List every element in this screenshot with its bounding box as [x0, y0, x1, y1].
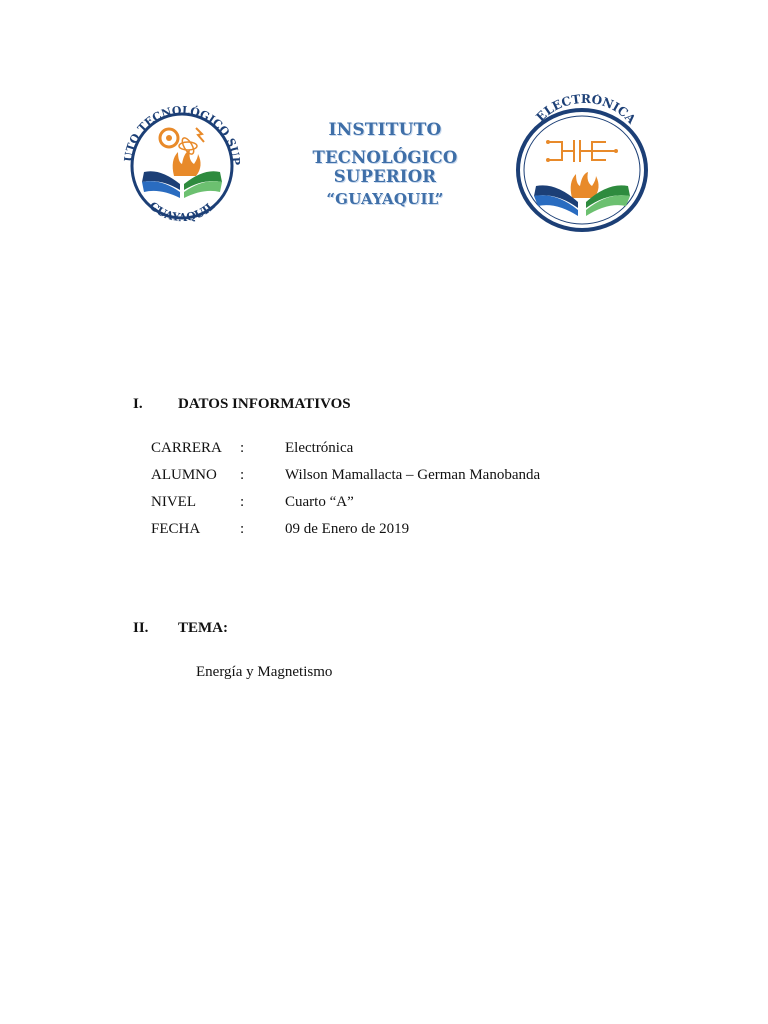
info-separator: : — [240, 494, 245, 510]
logo-right-arc-text: ELECTRÓNICA — [533, 94, 639, 127]
info-row-alumno — [0, 467, 768, 489]
section2-number: II. — [133, 620, 149, 636]
section1-title: DATOS INFORMATIVOS — [178, 396, 351, 412]
institute-seal-icon — [112, 88, 252, 234]
institute-logo — [112, 88, 252, 234]
svg-text:GUAYAQUIL — [146, 199, 217, 224]
info-label: CARRERA — [151, 440, 222, 456]
institute-title-line2: TECNOLÓGICO SUPERIOR — [312, 148, 458, 186]
info-row-nivel — [0, 494, 768, 516]
info-label: ALUMNO — [151, 467, 217, 483]
electronics-seal-icon — [510, 94, 654, 236]
info-value: Cuarto “A” — [285, 494, 354, 510]
info-separator: : — [240, 467, 245, 483]
info-value: Electrónica — [285, 440, 354, 456]
info-value: 09 de Enero de 2019 — [285, 521, 410, 537]
info-label: FECHA — [151, 521, 201, 537]
info-row-carrera — [0, 440, 768, 462]
info-row-fecha — [0, 521, 768, 543]
topic-text: Energía y Magnetismo — [196, 664, 333, 680]
info-separator: : — [240, 440, 245, 456]
info-value: Wilson Mamallacta – German Manobanda — [285, 467, 541, 483]
institute-title-line1: INSTITUTO — [328, 120, 442, 140]
section2-title: TEMA: — [178, 620, 228, 636]
electronics-logo — [510, 94, 654, 236]
logo-left-top-text: UTO TECNOLÓGICO SUP — [121, 103, 243, 166]
logo-left-bottom-text: GUAYAQUIL — [146, 199, 218, 225]
section1-number: I. — [133, 396, 143, 412]
info-separator: : — [240, 521, 245, 537]
institute-title-line3: “GUAYAQUIL” — [326, 190, 444, 208]
info-label: NIVEL — [151, 494, 196, 510]
